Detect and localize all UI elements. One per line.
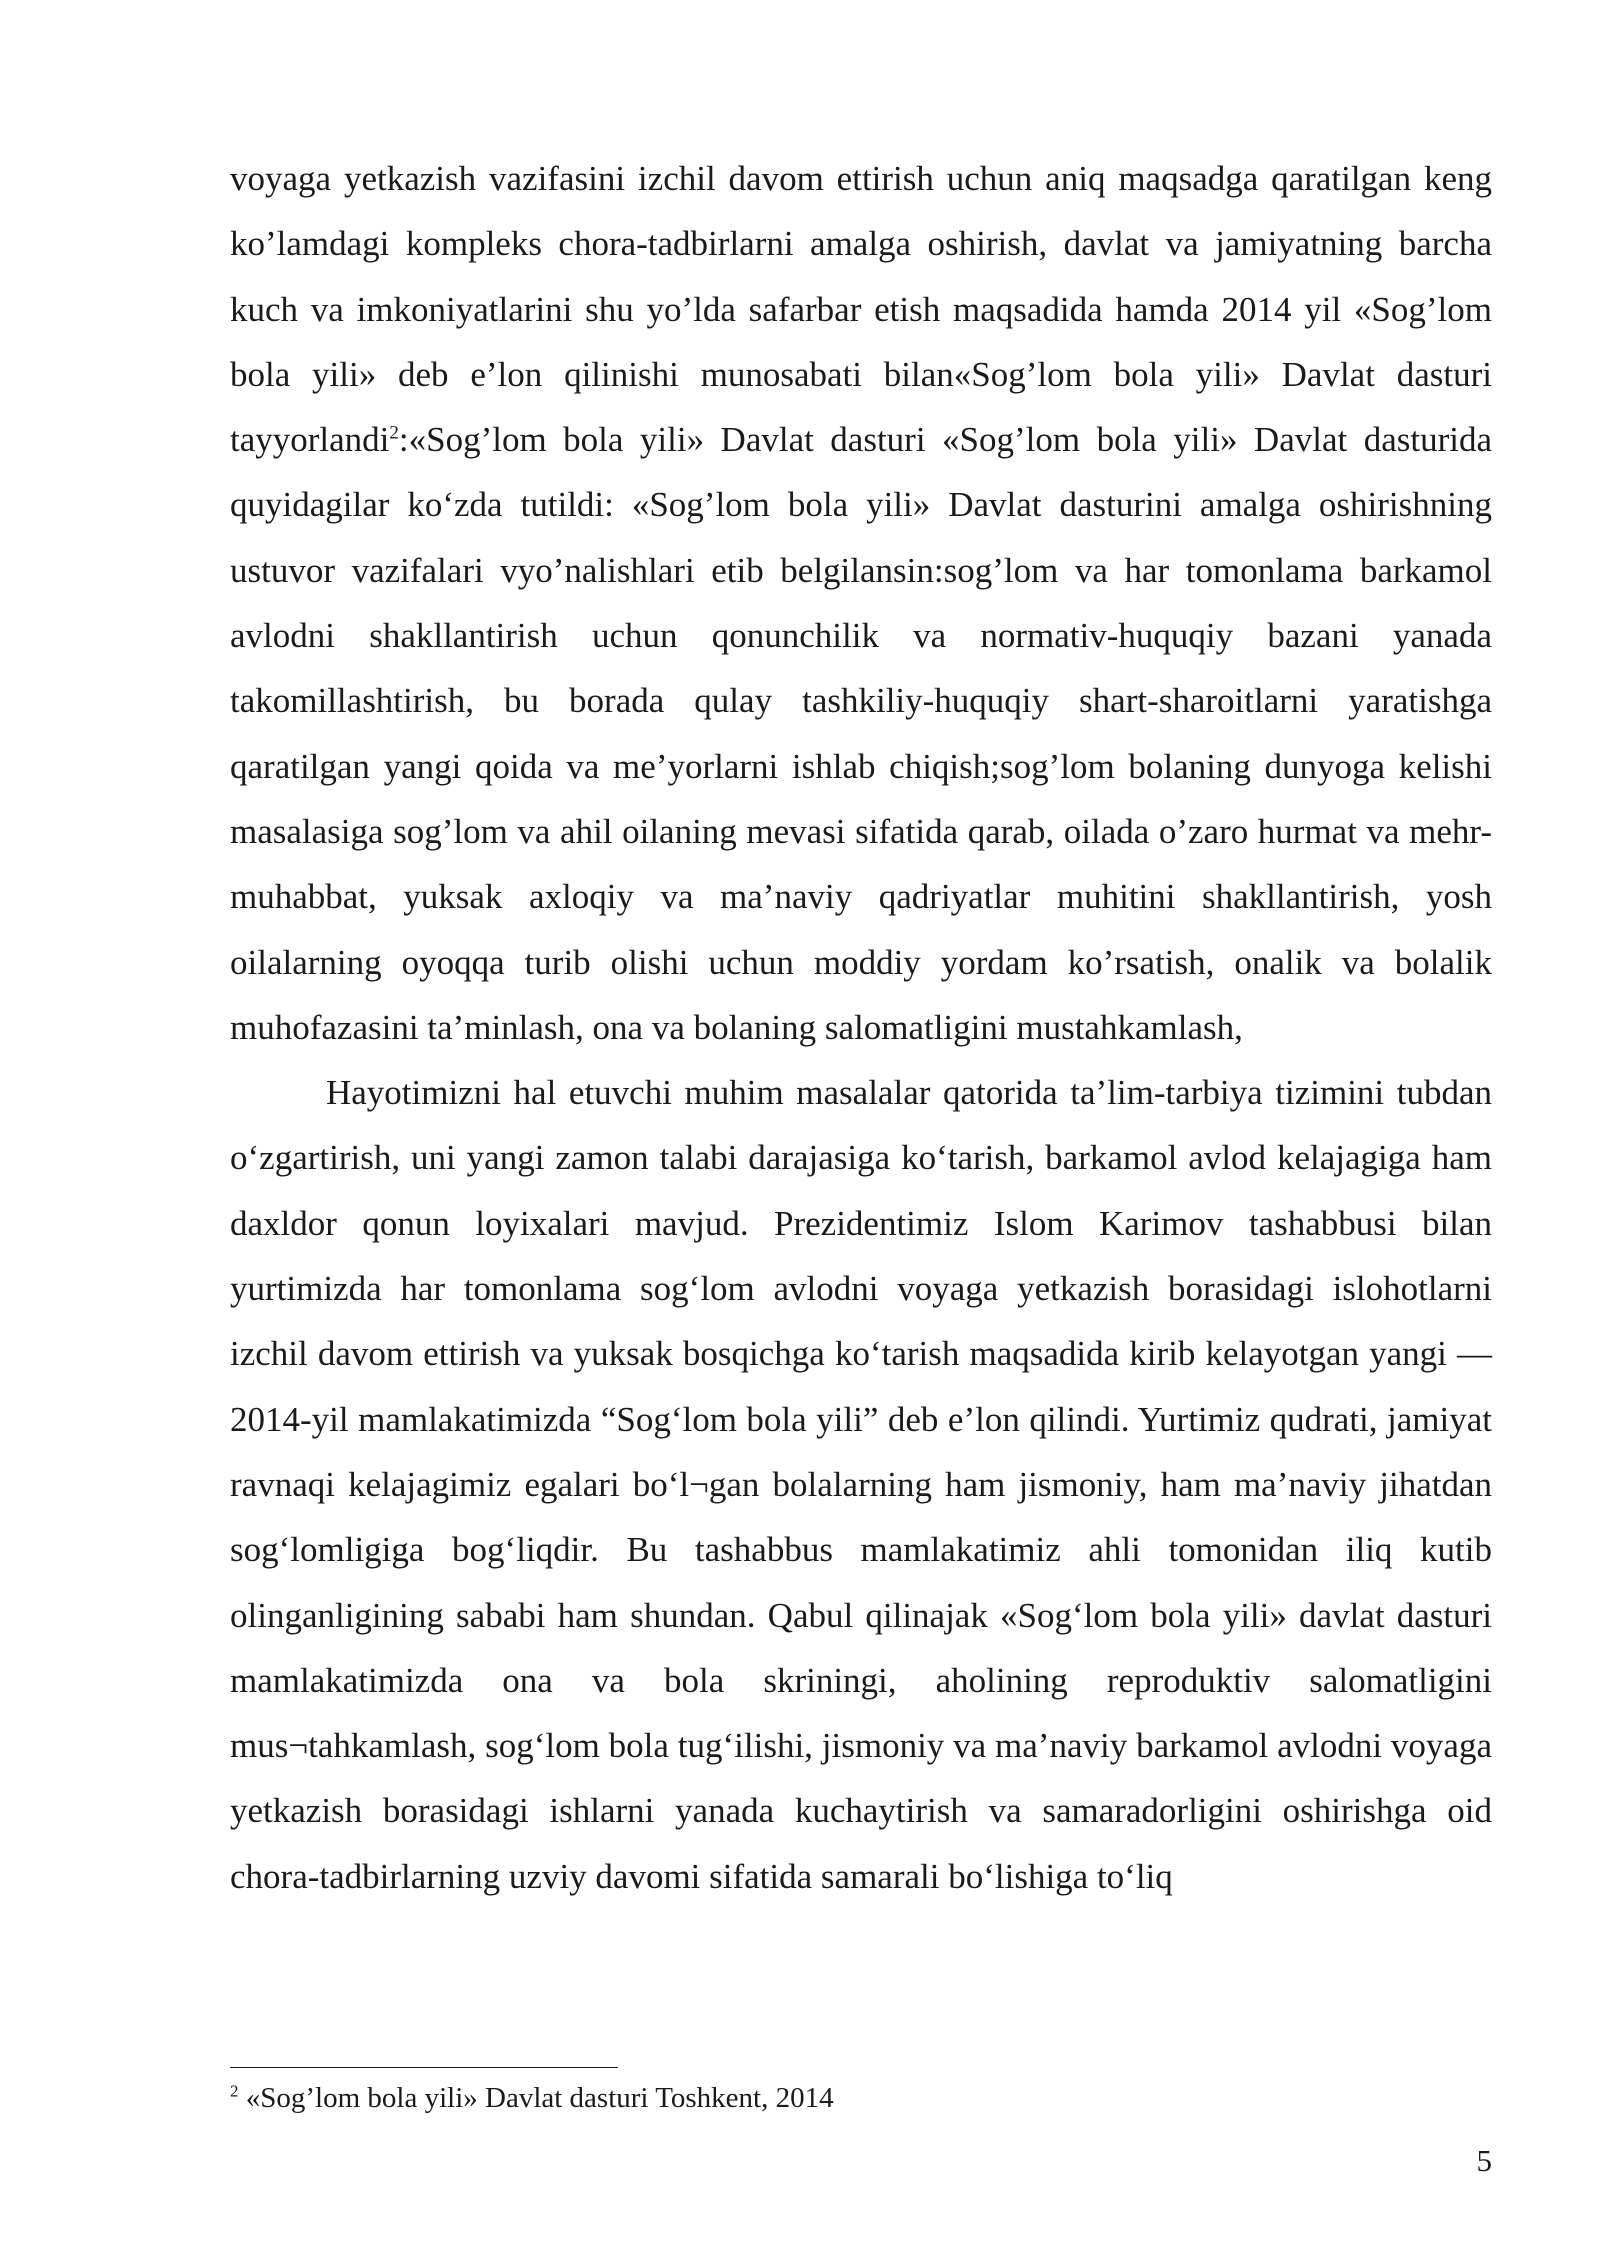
footnote-reference[interactable]: 2	[389, 422, 399, 444]
body-text	[230, 146, 1492, 1909]
footnote-separator	[230, 2067, 618, 2068]
page-number: 5	[1476, 2143, 1492, 2178]
paragraph-1	[230, 146, 1492, 1060]
footnote-text: «Sog’lom bola yili» Davlat dasturi Toshkent, 2014	[238, 2082, 834, 2114]
paragraph-1-text-end: :«Sog’lom bola yili» Davlat dasturi «Sog’lom bola yili» Davlat dasturida quyidagilar ko‘zda tutildi: «Sog’lom bola yili» Davlat dasturini amalga oshirishning ustuvor vazifalari vyo’nalishlari etib belgilansin:sog’lom va har tomonlama barkamol avlodni shakllantirish uchun qonunchilik va normativ-huquqiy bazani yanada takomillashtirish, bu borada qulay tashkiliy-huquqiy shart-sharoitlarni yaratishga qaratilgan yangi qoida va me’yorlarni ishlab chiqish;sog’lom bolaning dunyoga kelishi masalasiga sog’lom va ahil oilaning mevasi sifatida qarab, oilada o’zaro hurmat va mehr-muhabbat, yuksak axloqiy va ma’naviy qadriyatlar muhitini shakllantirish, yosh oilalarning oyoqqa turib olishi uchun moddiy yordam ko’rsatish, onalik va bolalik muhofazasini ta’minlash, ona va bolaning salomatligini mustahkamlash,	[230, 420, 1492, 1047]
paragraph-2: Hayotimizni hal etuvchi muhim masalalar qatorida ta’lim-tarbiya tizimini tubdan o‘zgartirish, uni yangi zamon talabi darajasiga ko‘tarish, barkamol avlod kelajagiga ham daxldor qonun loyixalari mavjud. Prezidentimiz Islom Karimov tashabbusi bilan yurtimizda har tomonlama sog‘lom avlodni voyaga yetkazish borasidagi islohotlarni izchil davom ettirish va yuksak bosqichga ko‘tarish maqsadida kirib kelayotgan yangi — 2014-yil mamlakatimizda “Sog‘lom bola yili” deb e’lon qilindi. Yurtimiz qudrati, jamiyat ravnaqi kelajagimiz egalari bo‘l¬gan bolalarning ham jismoniy, ham ma’naviy jihatdan sog‘lomligiga bog‘liqdir. Bu tashabbus mamlakatimiz ahli tomonidan iliq kutib olinganligining sababi ham shundan. Qabul qilinajak «Sog‘lom bola yili» davlat dasturi mamlakatimizda ona va bola skriningi, aholining reproduktiv salomatligini mus¬tahkamlash, sog‘lom bola tug‘ilishi, jismoniy va ma’naviy barkamol avlodni voyaga yetkazish borasidagi ishlarni yanada kuchaytirish va samaradorligini oshirishga oid chora-tadbirlarning uzviy davomi sifatida samarali bo‘lishiga to‘liq	[230, 1073, 1492, 1896]
footnote-marker: 2	[230, 2081, 239, 2101]
footnote	[230, 2078, 1492, 2118]
paragraph-1-text-start: voyaga yetkazish vazifasini izchil davom ettirish uchun aniq maqsadga qaratilgan keng ko’lamdagi kompleks chora-tadbirlarni amalga oshirish, davlat va jamiyatning barcha kuch va imkoniyatlarini shu yo’lda safarbar etish maqsadida hamda 2014 yil «Sog’lom bola yili» deb e’lon qilinishi munosabati bilan«Sog’lom bola yili» Davlat dasturi tayyorlandi	[230, 159, 1492, 460]
